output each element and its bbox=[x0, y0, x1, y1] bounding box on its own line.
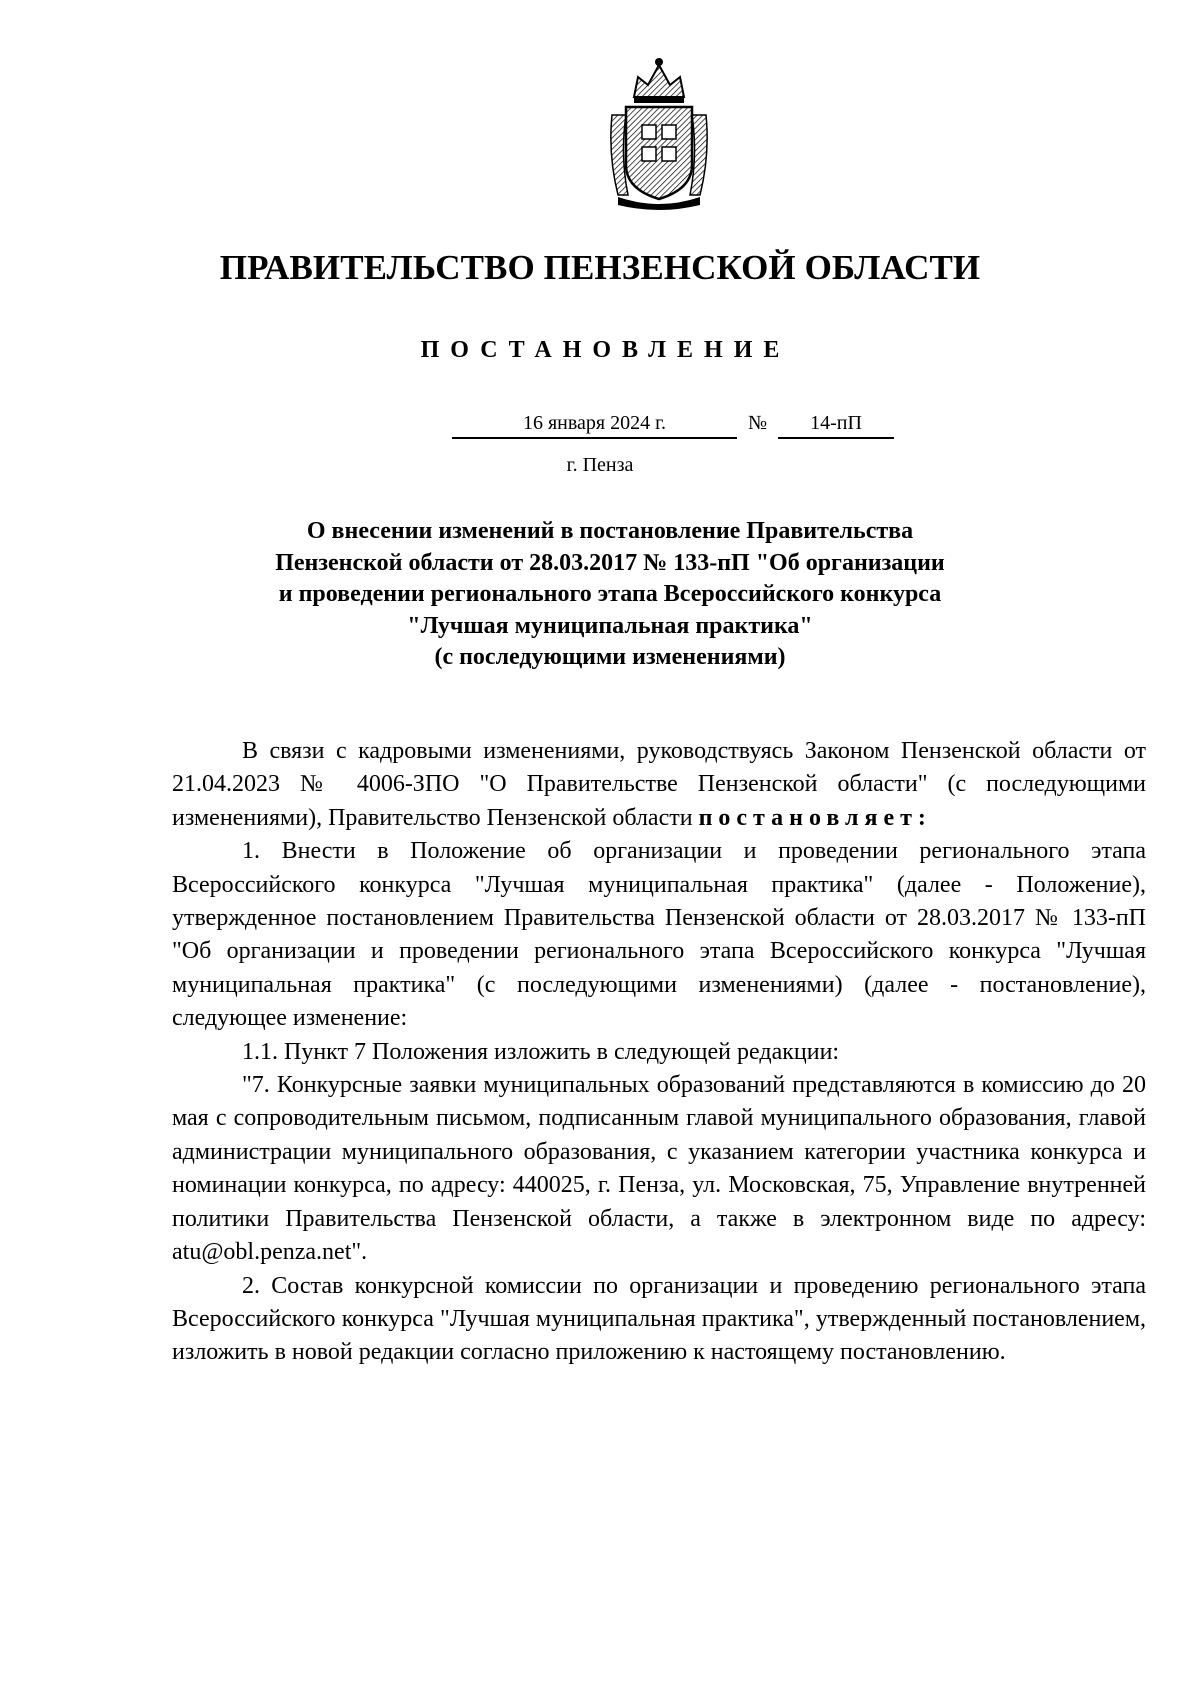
clause-1-paragraph: 1. Внести в Положение об организации и проведении регионального этапа Всероссийского конкурса "Лучшая муниципальная практика" (далее - Положение), утвержденное постановлением Правительства Пензенской области от 28.03.2017 № 133-пП "Об организации и проведении регионального этапа Всероссийского конкурса "Лучшая муниципальная практика" (с последующими изменениями) (далее - постановление), следующее изменение: bbox=[172, 838, 1146, 1032]
organization-name: ПРАВИТЕЛЬСТВО ПЕНЗЕНСКОЙ ОБЛАСТИ bbox=[219, 248, 981, 287]
clause-7-text-paragraph: "7. Конкурсные заявки муниципальных образований представляются в комиссию до 20 мая с сопроводительным письмом, подписанным главой муниципального образования, главой администрации муниципального образования, с указанием категории участника конкурса и номинации конкурса, по адресу: 440025, г. Пенза, ул. Московская, 75, Управление внутренней политики Правительства Пензенской области, а также в электронном виде по адресу: atu@obl.penza.net". bbox=[172, 1072, 1146, 1266]
clause-1-1-paragraph: 1.1. Пункт 7 Положения изложить в следующей редакции: bbox=[242, 1038, 840, 1065]
clause-2-paragraph: 2. Состав конкурсной комиссии по организации и проведению регионального этапа Всероссийского конкурса "Лучшая муниципальная практика", утвержденный постановлением, изложить в новой редакции согласно приложению к настоящему постановлению. bbox=[172, 1272, 1146, 1366]
document-number: 14-пП bbox=[778, 410, 894, 439]
coat-of-arms-emblem bbox=[604, 55, 714, 210]
preamble-text: В связи с кадровыми изменениями, руководствуясь Законом Пензенской области от 21.04.2023 № 4006-ЗПО "О Правительстве Пензенской области" (с последующими изменениями), Правительство Пензенской области bbox=[172, 738, 1146, 831]
resolves-keyword: постановляет: bbox=[698, 804, 932, 831]
number-sign: № bbox=[748, 412, 768, 434]
document-body bbox=[172, 735, 1146, 1370]
title-line: (с последующими изменениями) bbox=[434, 644, 786, 670]
preamble-paragraph bbox=[172, 735, 1146, 835]
document-date: 16 января 2024 г. bbox=[452, 410, 737, 439]
document-city: г. Пенза bbox=[566, 454, 634, 476]
document-title bbox=[200, 516, 1020, 674]
title-line: О внесении изменений в постановление Правительства bbox=[306, 518, 914, 544]
document-type: ПОСТАНОВЛЕНИЕ bbox=[420, 337, 791, 363]
title-line: Пензенской области от 28.03.2017 № 133-пП "Об организации bbox=[275, 549, 945, 576]
title-line: и проведении регионального этапа Всероссийского конкурса bbox=[278, 581, 942, 607]
title-line: "Лучшая муниципальная практика" bbox=[407, 612, 813, 639]
